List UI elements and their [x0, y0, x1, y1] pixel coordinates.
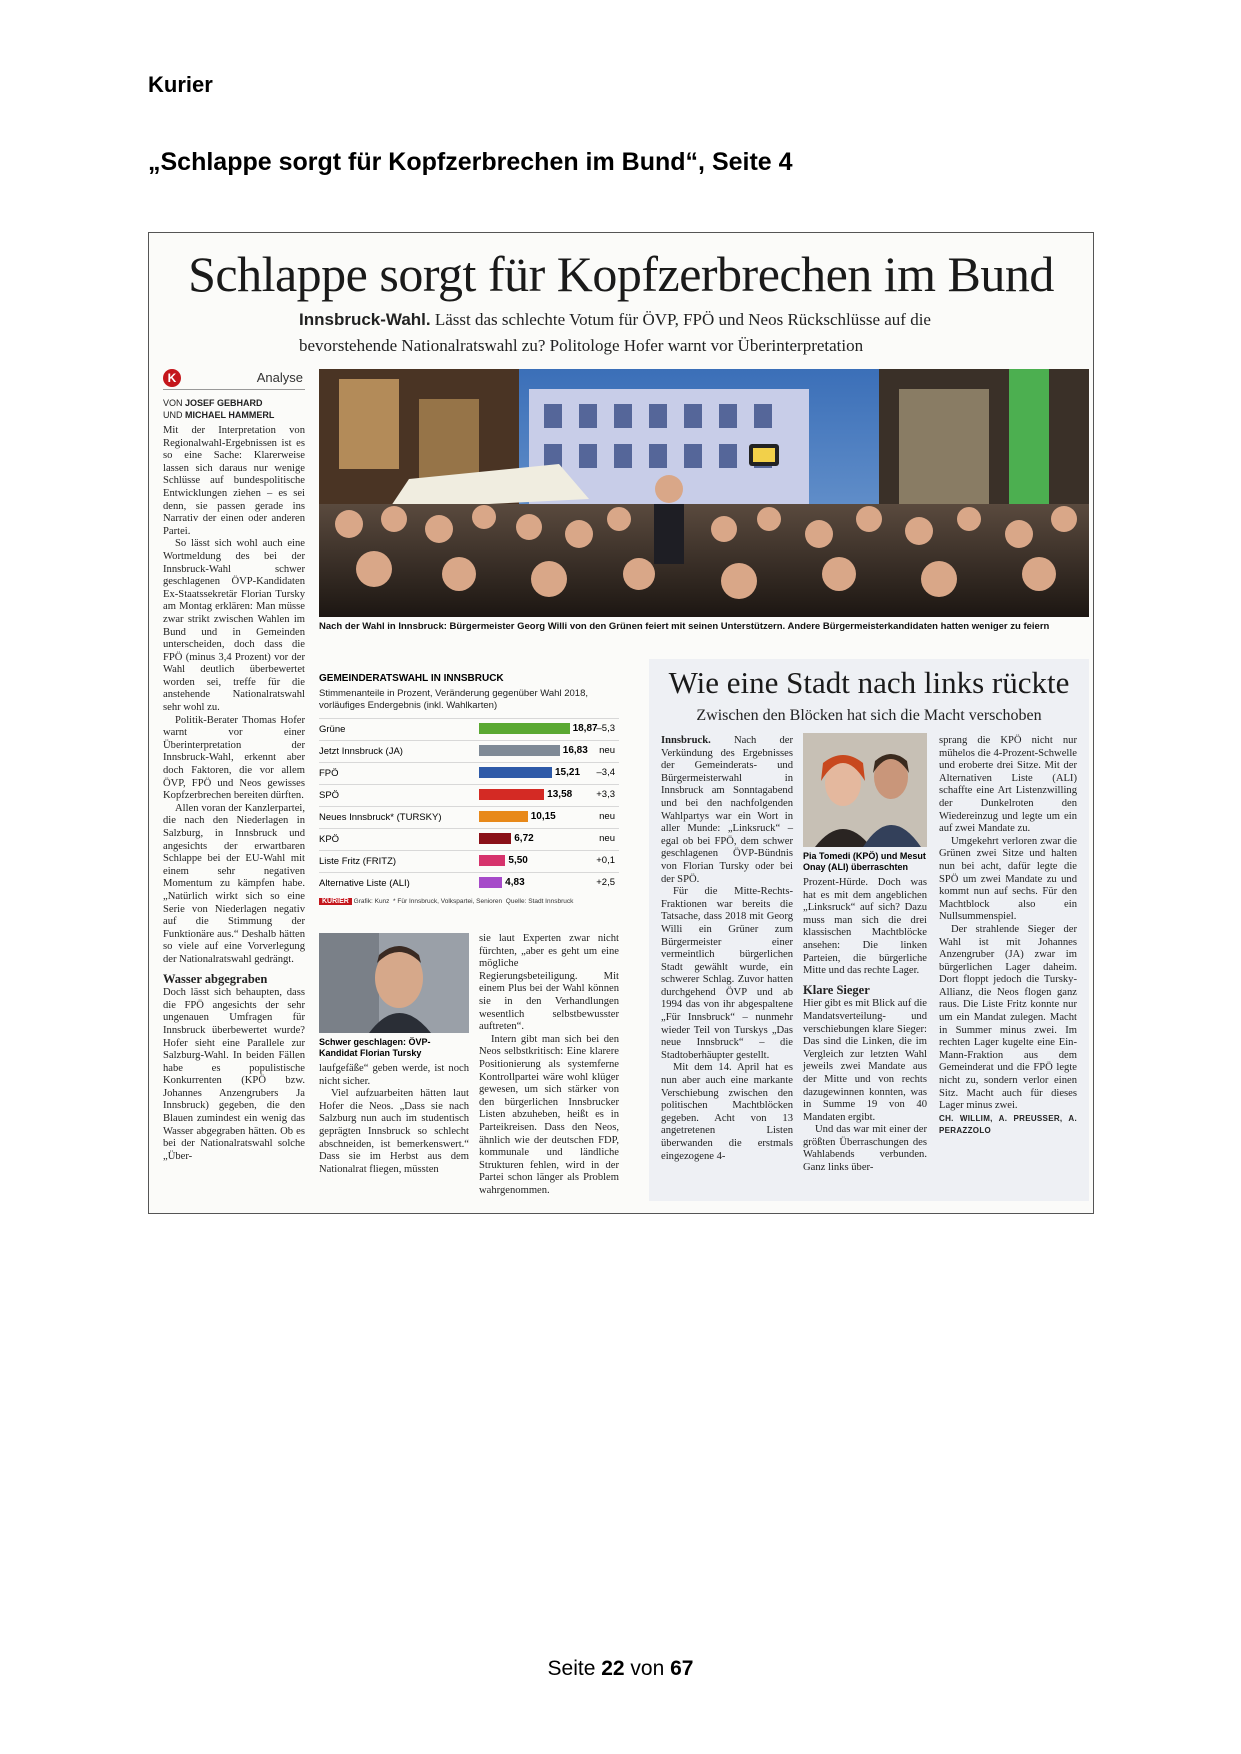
chart-category-label: Liste Fritz (FRITZ)	[319, 856, 397, 867]
sidebox-column-1	[661, 735, 793, 1163]
chart-category-label: Grüne	[319, 724, 346, 735]
chart-bar	[479, 767, 552, 778]
chart-bar	[479, 833, 511, 844]
chart-bar	[479, 811, 528, 822]
subtitle-lead: Innsbruck-Wahl.	[299, 310, 431, 329]
paragraph: Prozent-Hürde. Doch was hat es mit dem angeblichen „Linksruck“ auf sich? Dazu muss man sich die drei klassischen Machtblöcke ansehen: Die linken Parteien, die bürgerliche Mitte und das rechte Lager.	[803, 877, 927, 977]
chart-bar	[479, 745, 560, 756]
tomedi-onay-photo	[803, 733, 927, 847]
duo-portrait-image	[803, 733, 927, 847]
article-title: Schlappe sorgt für Kopfzerbrechen im Bund	[188, 246, 1054, 302]
document-heading: „Schlappe sorgt für Kopfzerbrechen im Bund“, Seite 4	[148, 148, 793, 176]
paragraph: Und das war mit einer der größten Überraschungen des Wahlabends verbunden. Ganz links über-	[803, 1124, 927, 1174]
chart-bar	[479, 877, 502, 888]
byline	[163, 397, 305, 421]
article-subtitle	[299, 307, 999, 359]
chart-footer-note: * Für Innsbruck, Volkspartei, Senioren	[393, 898, 503, 905]
chart-change-label: –5,3	[596, 723, 615, 734]
sidebox	[649, 659, 1089, 1201]
chart-row	[319, 850, 619, 872]
document-source: Kurier	[148, 72, 213, 97]
paragraph: Mit dem 14. April hat es nun aber auch eine markante Verschiebung zwischen den politischen Machtblöcken gegeben. Acht von 13 angetretenen Listen überwanden die erstmals eingezogene 4-	[661, 1062, 793, 1162]
paragraph: sprang die KPÖ nicht nur mühelos die 4-Prozent-Schwelle und eroberte drei Sitze. Mit der Alternativen Liste (ALI) schaffte eine Art Listenzwilling der Dunkelroten den Wiedereinzug und legte um ein auf zwei Mandate zu.	[939, 735, 1077, 835]
chart-bar	[479, 855, 505, 866]
chart-bar	[479, 723, 570, 734]
election-chart	[319, 673, 619, 927]
sidebox-column-3	[939, 735, 1077, 1138]
chart-footer-source: Quelle: Stadt Innsbruck	[505, 898, 574, 905]
subheading: Klare Sieger	[803, 982, 870, 997]
signature-line	[939, 1113, 1077, 1138]
paragraph: Viel aufzuarbeiten hätten laut Hofer die Neos. „Dass sie nach Salzburg nun auch im studentisch geprägten Innsbruck so schlecht abschneiden, ist bemerkenswert.“ Dass sie im Herbst aus dem Nationalrat fliegen, müssten	[319, 1088, 469, 1175]
sidebox-subtitle: Zwischen den Blöcken hat sich die Macht verschoben	[696, 707, 1042, 724]
paragraph: Mit der Interpretation von Regionalwahl-Ergebnissen ist es so eine Sache: Klarerweise lassen sich daraus nur wenige Schlüsse auf bundespolitische Entwicklungen ziehen – es sei denn, sie passen gerade ins Narrativ der einen oder anderen Partei.	[163, 425, 305, 537]
article-column-1	[163, 425, 305, 1163]
author-2: MICHAEL HAMMERL	[185, 410, 275, 420]
chart-value-label: 10,15	[530, 811, 556, 822]
paragraph	[661, 735, 793, 886]
chart-value-label: 5,50	[508, 855, 528, 866]
newspaper-clipping	[148, 232, 1094, 1214]
chart-category-label: Neues Innsbruck* (TURSKY)	[319, 812, 442, 823]
paragraph: Doch lässt sich behaupten, dass die FPÖ angesichts der sehr ungenauen Umfragen für Innsbruck überbewertet wurde? Hofer sieht eine Parallele zur Salzburg-Wahl. In beiden Fällen habe es populistische Konkurrenten (KPÖ bzw. Johannes Anzengrubers Ja Innsbruck) gegeben, die den Blauen zumindest ein wenig das Wasser abgegraben hätten. Ob es bei der Nationalratswahl solche „Über-	[163, 987, 305, 1162]
chart-row	[319, 828, 619, 850]
sidebox-column-2	[803, 877, 927, 1175]
main-photo-caption: Nach der Wahl in Innsbruck: Bürgermeister Georg Willi von den Grünen feiert mit seinen Unterstützern. Andere Bürgermeisterkandidaten hatten weniger zu feiern	[319, 621, 1050, 632]
tomedi-onay-caption: Pia Tomedi (KPÖ) und Mesut Onay (ALI) überraschten	[803, 851, 926, 872]
article-column-3	[479, 933, 619, 1197]
chart-row	[319, 806, 619, 828]
chart-row	[319, 784, 619, 806]
main-photo	[319, 369, 1089, 617]
page-footer	[0, 1657, 1241, 1681]
chart-row	[319, 762, 619, 784]
tursky-photo	[319, 933, 469, 1033]
chart-footer	[319, 898, 619, 905]
chart-bar	[479, 789, 544, 800]
chart-change-label: neu	[599, 811, 615, 822]
author-1: JOSEF GEBHARD	[185, 398, 263, 408]
byline-prefix-1: VON	[163, 398, 186, 408]
chart-rows	[319, 718, 619, 894]
chart-category-label: Jetzt Innsbruck (JA)	[319, 746, 403, 757]
analyse-badge	[163, 369, 305, 390]
chart-change-label: +3,3	[596, 789, 615, 800]
paragraph: Allen voran der Kanzlerpartei, die nach den Niederlagen in Salzburg, in Innsbruck und angesichts der erwartbaren Schlappe bei der EU-Wahl mit einem sehr negativen Momentum zu kämpfen habe. „Natürlich wirkt sich so eine Serie von Niederlagen negativ auf die Stimmung der Funktionäre aus.“ Deshalb hätten so viele auf eine Vorverlegung der Nationalratswahl gedrängt.	[163, 802, 305, 965]
chart-category-label: KPÖ	[319, 834, 340, 845]
paragraph: sie laut Experten zwar nicht fürchten, „aber es geht um eine mögliche Regierungsbeteiligung. Mit einem Plus bei der Wahl können sie in den Verhandlungen wesentlich selbstbewusster auftreten“.	[479, 933, 619, 1033]
sidebox-lead-text: Nach der Verkündung des Ergebnisses der Gemeinderats- und Bürgermeisterwahl in Innsbruck am Sonntagabend und bei den nachfolgenden Wahlpartys war ein Wort in aller Munde: „Linksruck“ – egal ob bei FPÖ, dem schwer geschlagenen ÖVP-Bündnis von Florian Tursky oder bei der SPÖ.	[661, 735, 793, 885]
chart-category-label: Alternative Liste (ALI)	[319, 878, 410, 889]
paragraph: Hier gibt es mit Blick auf die Mandatsverteilung- und verschiebungen klare Sieger: Das sind die Linken, die im Vergleich zur letzten Wahl jeweils zwei Mandate aus der Mitte und von rechts dazugewinnen konnten, was in Summe 19 von 40 Mandaten ergibt.	[803, 998, 927, 1123]
chart-footer-brand: KURIER	[319, 898, 352, 905]
article-column-2	[319, 1063, 469, 1176]
subheading: Wasser abgegraben	[163, 971, 268, 986]
chart-footer-graphic: Grafik: Kunz	[353, 898, 390, 905]
paragraph: Politik-Berater Thomas Hofer warnt vor einer Überinterpretation der Innsbruck-Wahl, erkennt aber doch Faktoren, die vor allem ÖVP, FPÖ und Neos gewisses Kopfzerbrechen bereiten dürften.	[163, 714, 305, 802]
chart-change-label: neu	[599, 745, 615, 756]
chart-row	[319, 740, 619, 762]
chart-subtitle: Stimmenanteile in Prozent, Veränderung gegenüber Wahl 2018, vorläufiges Endergebnis (inkl. Wahlkarten)	[319, 688, 588, 711]
chart-change-label: –3,4	[596, 767, 615, 778]
chart-value-label: 13,58	[547, 789, 573, 800]
byline-prefix-2: UND	[163, 410, 185, 420]
signature: CH. WILLIM, A. PREUSSER, A. PERAZZOLO	[939, 1113, 1077, 1136]
subtitle-text: Lässt das schlechte Votum für ÖVP, FPÖ und Neos Rückschlüsse auf die bevorstehende Nationalratswahl zu? Politologe Hofer warnt vor Überinterpretation	[299, 310, 931, 355]
chart-value-label: 16,83	[562, 745, 588, 756]
paragraph: laufgefäße“ geben werde, ist noch nicht sicher.	[319, 1063, 469, 1087]
paragraph: Umgekehrt verloren zwar die Grünen zwei Sitze und halten nun bei acht, dafür legte die SPÖ um zwei Mandate zu und kommt nun auf sechs. Für den Machtblock also ein Nullsummenspiel.	[939, 835, 1077, 923]
footer-prefix: Seite	[547, 1657, 602, 1680]
chart-change-label: +2,5	[596, 877, 615, 888]
chart-value-label: 4,83	[505, 877, 525, 888]
footer-total-pages: 67	[670, 1657, 694, 1680]
crowd-photo-image	[319, 369, 1089, 617]
kurier-k-icon: K	[163, 369, 181, 387]
chart-title: GEMEINDERATSWAHL IN INNSBRUCK	[319, 673, 504, 684]
analyse-label: Analyse	[256, 370, 303, 385]
chart-row	[319, 872, 619, 894]
paragraph: Der strahlende Sieger der Wahl ist mit Johannes Anzengruber (JA) zwar im bürgerlichen Lager daheim. Dort floppt jedoch die Tursky-Allianz, die Neos flogen ganz raus. Die Liste Fritz konnte nur um ein Mandat zulegen. Macht in Summer minus zwei. Im rechten Lager kugelte eine Ein-Mann-Fraktion aus dem Gemeinderat und die FPÖ legte nicht zu, sondern verlor einen Sitz. Macht auch für dieses Lager minus zwei.	[939, 923, 1077, 1112]
chart-row	[319, 718, 619, 740]
portrait-image	[319, 933, 469, 1033]
chart-category-label: FPÖ	[319, 768, 339, 779]
footer-middle: von	[624, 1657, 671, 1680]
tursky-photo-caption: Schwer geschlagen: ÖVP-Kandidat Florian Tursky	[319, 1037, 431, 1058]
footer-page-number: 22	[601, 1657, 625, 1680]
chart-category-label: SPÖ	[319, 790, 340, 801]
sidebox-lead: Innsbruck.	[661, 735, 711, 746]
chart-value-label: 15,21	[555, 767, 581, 778]
chart-value-label: 6,72	[514, 833, 534, 844]
chart-change-label: +0,1	[596, 855, 615, 866]
sidebox-title: Wie eine Stadt nach links rückte	[668, 665, 1070, 700]
paragraph: Intern gibt man sich bei den Neos selbstkritisch: Eine klarere Positionierung als systemferne Kontrollpartei wäre wohl klüger gewesen, um sich stärker von den bürgerlichen Innsbrucker Listen abzuheben, heißt es in Parteikreisen. Dass den Neos, ähnlich wie der deutschen FDP, kommunale und ländliche Strukturen fehlen, wird in der Partei schon länger als Problem wahrgenommen.	[479, 1033, 619, 1196]
chart-change-label: neu	[599, 833, 615, 844]
paragraph: Für die Mitte-Rechts-Fraktionen war bereits die Tatsache, dass 2018 mit Georg Willi ein Grüner zum Bürgermeister einer vermeintlich bürgerlichen Stadt gewählt wurde, ein schwerer Schlag. Zuvor hatten durchgehend ÖVP und ab 1994 das von ihr abgespaltene „Für Innsbruck“ – nunmehr wieder Teil von Turskys „Das neue Innsbruck“ – die Stadtoberhäupter gestellt.	[661, 886, 793, 1061]
paragraph: So lässt sich wohl auch eine Wortmeldung des bei der Innsbruck-Wahl schwer geschlagenen ÖVP-Kandidaten Ex-Staatssekretär Florian Tursky am Montag erklären: Man müsse zwar strikt zwischen Wahlen im Bund und in Gemeinden unterscheiden, doch dass die FPÖ (minus 3,4 Prozent) vor der Wahl deutlich überbewertet worden sei, treffe für die anstehende Nationalratswahl sehr wohl zu.	[163, 538, 305, 714]
chart-value-label: 18,87	[572, 723, 598, 734]
